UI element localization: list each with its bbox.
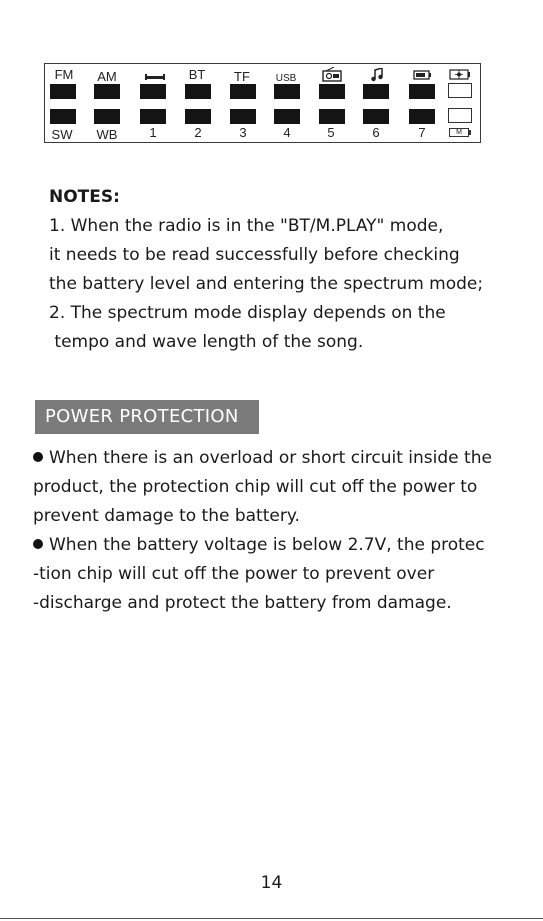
label-bt: BT (188, 67, 206, 82)
radio-icon (322, 67, 342, 82)
display-panel-diagram (44, 63, 481, 143)
label-5: 5 (327, 125, 335, 140)
label-6: 6 (372, 125, 380, 140)
segment-preset-4 (274, 109, 300, 124)
segment-brightness-box (448, 83, 472, 98)
memory-label: M (456, 129, 462, 136)
segment-sw (50, 109, 76, 124)
power-line-1-text: When there is an overload or short circuit inside the (49, 448, 492, 468)
segment-usb (274, 84, 300, 99)
memory-battery-icon (449, 128, 469, 137)
segment-music (363, 84, 389, 99)
label-tf: TF (234, 69, 250, 84)
power-line-1 (33, 447, 492, 469)
label-wb: WB (96, 127, 118, 142)
bottom-divider (0, 918, 543, 919)
notes-title: NOTES: (49, 187, 120, 207)
label-fm: FM (54, 67, 74, 82)
notes-line-2: it needs to be read successfully before checking (49, 245, 460, 265)
music-note-icon (370, 68, 384, 82)
section-title: POWER PROTECTION (45, 406, 239, 427)
label-7: 7 (418, 125, 426, 140)
power-line-4 (33, 534, 485, 556)
segment-wb (94, 109, 120, 124)
segment-radio (319, 84, 345, 99)
brightness-icon (449, 69, 471, 80)
bullet-icon (33, 539, 43, 549)
segment-preset-2 (185, 109, 211, 124)
label-4: 4 (283, 125, 291, 140)
segment-preset-6 (363, 109, 389, 124)
label-am: AM (97, 69, 117, 84)
label-usb: USB (275, 73, 297, 84)
label-3: 3 (239, 125, 247, 140)
segment-tf (230, 84, 256, 99)
segment-bt (185, 84, 211, 99)
notes-line-1: 1. When the radio is in the "BT/M.PLAY" mode, (49, 216, 444, 236)
notes-line-4: 2. The spectrum mode display depends on the (49, 303, 446, 323)
segment-preset-3 (230, 109, 256, 124)
segment-battery (409, 84, 435, 99)
segment-preset-7 (409, 109, 435, 124)
memory-battery-tip (469, 130, 471, 135)
segment-preset-5 (319, 109, 345, 124)
bed-icon (144, 72, 166, 81)
power-line-2: product, the protection chip will cut off the power to (33, 477, 478, 497)
power-line-3: prevent damage to the battery. (33, 506, 300, 526)
label-sw: SW (51, 127, 73, 142)
battery-icon (413, 70, 433, 80)
notes-line-5: tempo and wave length of the song. (49, 332, 364, 352)
segment-preset-1 (140, 109, 166, 124)
notes-line-3: the battery level and entering the spectrum mode; (49, 274, 484, 294)
segment-memory-box (448, 108, 472, 123)
power-line-6: -discharge and protect the battery from damage. (33, 593, 452, 613)
power-line-4-text: When the battery voltage is below 2.7V, the protec (49, 535, 485, 555)
power-line-5: -tion chip will cut off the power to prevent over (33, 564, 435, 584)
page-number: 14 (260, 873, 283, 893)
segment-am (94, 84, 120, 99)
bullet-icon (33, 452, 43, 462)
label-1: 1 (149, 125, 157, 140)
segment-sleep (140, 84, 166, 99)
label-2: 2 (194, 125, 202, 140)
segment-fm (50, 84, 76, 99)
